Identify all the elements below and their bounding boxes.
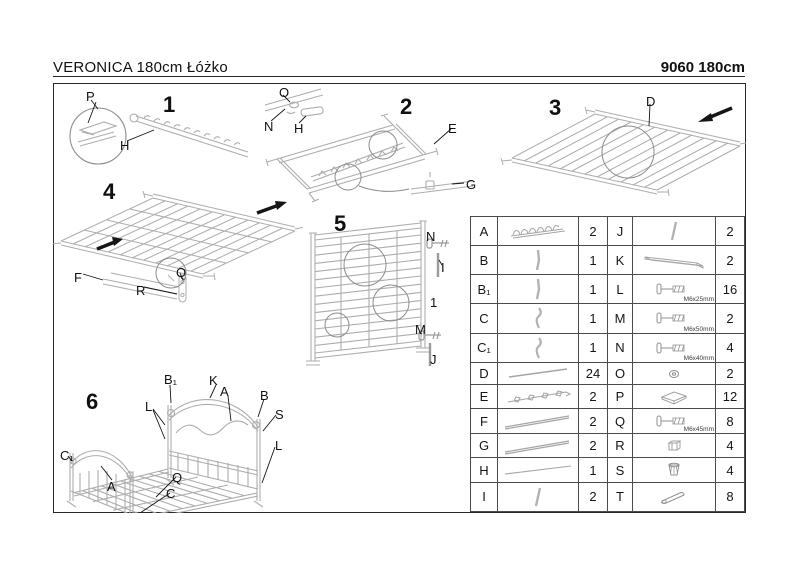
step-5-number: 5: [334, 211, 347, 236]
part-label: J: [430, 352, 437, 367]
support-bar-icon: [498, 458, 579, 482]
direction-arrow: [275, 201, 287, 210]
post-icon: [498, 275, 579, 304]
part-label: I: [441, 260, 445, 275]
part-quantity: 1: [579, 458, 608, 482]
part-label: R: [136, 283, 146, 298]
part-letter: G: [471, 433, 498, 457]
part-letter: S: [608, 458, 633, 482]
bolt-icon: [633, 304, 716, 333]
side-rail-icon: [498, 409, 579, 433]
parts-table-row: [471, 384, 745, 408]
part-quantity: 2: [716, 217, 745, 246]
part-label: A: [107, 479, 116, 494]
part-letter: T: [608, 482, 633, 511]
part-letter: L: [608, 275, 633, 304]
part-quantity: 2: [716, 246, 745, 275]
parts-table-row: [471, 362, 745, 384]
part-label: A: [220, 384, 229, 399]
slat-icon: [498, 362, 579, 384]
part-letter: H: [471, 458, 498, 482]
part-letter: K: [608, 246, 633, 275]
bolt-size-label: M6x40mm: [683, 354, 714, 362]
part-quantity: 1: [579, 275, 608, 304]
rod-icon: [498, 482, 579, 511]
curved-post-icon: [498, 333, 579, 362]
part-quantity: 16: [716, 275, 745, 304]
part-quantity: 12: [716, 384, 745, 408]
bolt-icon: [633, 333, 716, 362]
part-label: Q: [176, 265, 187, 280]
tube-icon: [633, 482, 716, 511]
decorative-rail-icon: [498, 217, 579, 246]
bolt-icon: [633, 409, 716, 433]
parts-table-row: [471, 246, 745, 275]
page-title: VERONICA 180cm Łóżko: [53, 59, 228, 76]
parts-table-row: [471, 304, 745, 333]
part-quantity: 2: [579, 482, 608, 511]
part-letter: J: [608, 217, 633, 246]
parts-table: [470, 216, 745, 512]
part-label: M: [415, 322, 426, 337]
bolt-icon: [633, 275, 716, 304]
part-letter: C₁: [471, 333, 498, 362]
step-6-number: 6: [86, 389, 99, 414]
part-quantity: 1: [579, 333, 608, 362]
part-label: N: [264, 119, 274, 134]
product-code: 9060 180cm: [660, 59, 745, 76]
part-quantity: 8: [716, 482, 745, 511]
flat-bar-icon: [633, 246, 716, 275]
part-letter: O: [608, 362, 633, 384]
part-label: L: [275, 438, 283, 453]
part-letter: F: [471, 409, 498, 433]
part-quantity: 8: [716, 409, 745, 433]
part-label: Q: [172, 470, 183, 485]
step-3-diagram: [500, 88, 746, 210]
direction-arrow: [698, 113, 713, 122]
part-label: 1: [430, 295, 438, 310]
part-label: L: [145, 399, 153, 414]
part-label: K: [209, 373, 218, 388]
parts-table-row: [471, 458, 745, 482]
parts-table-row: [471, 482, 745, 511]
part-label: H: [120, 138, 130, 153]
part-quantity: 2: [579, 409, 608, 433]
part-quantity: 24: [579, 362, 608, 384]
part-quantity: 2: [716, 304, 745, 333]
parts-table-row: [471, 333, 745, 362]
parts-table-body: [471, 217, 745, 512]
part-letter: B: [471, 246, 498, 275]
part-letter: N: [608, 333, 633, 362]
part-letter: R: [608, 433, 633, 457]
foot-cap-icon: [633, 458, 716, 482]
parts-table-row: [471, 409, 745, 433]
step-1-number: 1: [163, 92, 176, 117]
part-label: N: [426, 229, 436, 244]
cap-plate-icon: [633, 384, 716, 408]
part-label: P: [86, 89, 95, 104]
step-3-number: 3: [549, 95, 562, 120]
bolt-size-label: M6x45mm: [683, 425, 714, 433]
part-label: B₁: [164, 372, 178, 387]
part-label: O: [279, 85, 290, 100]
nut-bracket-icon: [633, 433, 716, 457]
part-letter: Q: [608, 409, 633, 433]
part-letter: P: [608, 384, 633, 408]
curved-post-icon: [498, 304, 579, 333]
part-letter: M: [608, 304, 633, 333]
step-5-diagram: [293, 203, 471, 371]
bracket-rail-icon: [498, 384, 579, 408]
part-label: S: [275, 407, 284, 422]
part-quantity: 2: [716, 362, 745, 384]
part-letter: C: [471, 304, 498, 333]
post-icon: [498, 246, 579, 275]
parts-table-row: [471, 433, 745, 457]
part-quantity: 2: [579, 433, 608, 457]
part-quantity: 2: [579, 217, 608, 246]
document-header: [53, 56, 745, 77]
part-label: H: [294, 121, 304, 136]
part-letter: B₁: [471, 275, 498, 304]
part-quantity: 1: [579, 246, 608, 275]
part-label: G: [466, 177, 477, 192]
part-label: D: [646, 94, 656, 109]
part-quantity: 1: [579, 304, 608, 333]
part-label: F: [74, 270, 82, 285]
bolt-size-label: M6x50mm: [683, 325, 714, 333]
step-4-number: 4: [103, 179, 116, 204]
part-quantity: 4: [716, 433, 745, 457]
step-4-diagram: [53, 183, 303, 315]
parts-table-row: [471, 217, 745, 246]
part-label: C₁: [60, 448, 74, 463]
part-letter: A: [471, 217, 498, 246]
part-letter: E: [471, 384, 498, 408]
rod-icon: [633, 217, 716, 246]
part-label: E: [448, 121, 457, 136]
part-letter: D: [471, 362, 498, 384]
part-letter: I: [471, 482, 498, 511]
part-label: C: [166, 486, 176, 501]
part-quantity: 2: [579, 384, 608, 408]
step-2-number: 2: [400, 94, 413, 119]
part-quantity: 4: [716, 333, 745, 362]
side-rail-icon: [498, 433, 579, 457]
part-label: B: [260, 388, 269, 403]
bolt-size-label: M6x25mm: [683, 296, 714, 304]
parts-table-row: [471, 275, 745, 304]
washer-icon: [633, 362, 716, 384]
part-quantity: 4: [716, 458, 745, 482]
